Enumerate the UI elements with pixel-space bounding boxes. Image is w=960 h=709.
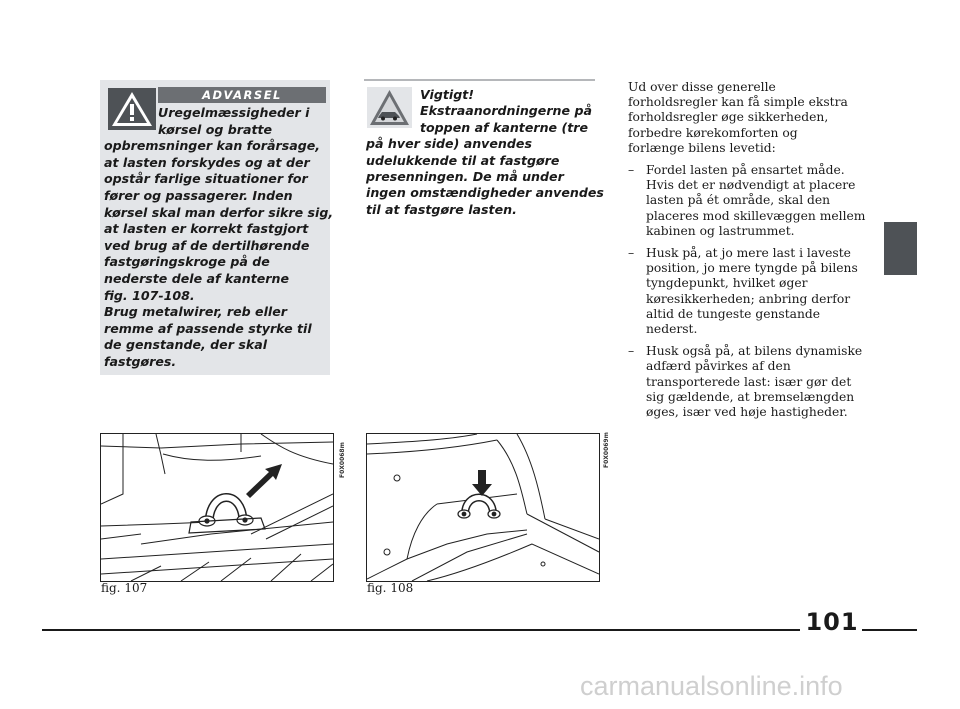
note-line: udelukkende til at fastgøre (366, 152, 560, 168)
list-item (628, 246, 868, 337)
body-line: sig gældende, at bremselængden (646, 389, 855, 404)
intro-paragraph (628, 80, 868, 156)
warning-line: fastgøringskroge på de (104, 254, 270, 270)
list-dash: – (628, 163, 635, 178)
note-text (366, 87, 604, 218)
note-divider (364, 79, 595, 81)
warning-line: fig. 107-108. (104, 287, 195, 303)
note-line: Vigtigt! (420, 87, 474, 102)
body-line: forholdsregler kan få simple ekstra (628, 95, 848, 110)
warning-badge: ADVARSEL (158, 87, 326, 103)
warning-line: kørsel og bratte (158, 121, 273, 137)
list-item (628, 344, 868, 420)
warning-line: opbremsninger kan forårsage, (104, 138, 321, 154)
figure-108 (366, 433, 600, 582)
arrow-icon (472, 470, 492, 496)
figure-107-illustration (101, 434, 333, 581)
figure-caption: fig. 107 (101, 581, 148, 595)
arrow-icon (246, 464, 282, 498)
note-line: Ekstraanordningerne på (420, 103, 592, 119)
body-line: forlænge bilens levetid: (628, 140, 776, 155)
note-line: presenningen. De må under (366, 169, 564, 185)
note-line: på hver side) anvendes (366, 136, 532, 152)
body-line: øges, især ved høje hastigheder. (646, 405, 848, 420)
figure-107 (100, 433, 334, 582)
body-line: tyngdepunkt, hvilket øger (646, 276, 808, 291)
body-line: transporterede last: især gør det (646, 374, 852, 389)
page-number: 101 (805, 608, 859, 636)
warning-line: remme af passende styrke til (104, 320, 312, 336)
body-line: forholdsregler øge sikkerheden, (628, 110, 829, 125)
body-line: placeres mod skillevæggen mellem (646, 208, 866, 223)
watermark: carmanualsonline.info (580, 671, 843, 701)
figure-108-illustration (367, 434, 599, 581)
figure-code: F0X0069m (603, 432, 610, 468)
warning-box (100, 80, 334, 375)
warning-line: ved brug af de dertilhørende (104, 237, 310, 253)
footer-line-left (42, 629, 800, 631)
warning-line: Uregelmæssigheder i (158, 105, 310, 120)
body-line: lasten på ét område, skal den (646, 193, 831, 208)
warning-line: at lasten er korrekt fastgjort (104, 221, 309, 237)
figure-caption: fig. 108 (367, 581, 414, 595)
warning-line: at lasten forskydes og at der (104, 154, 310, 170)
footer-line-right (862, 629, 917, 631)
body-line: Hvis det er nødvendigt at placere (646, 178, 856, 193)
list-item (628, 163, 868, 239)
body-line: køresikkerheden; anbring derfor (646, 291, 851, 306)
body-line: nederst. (646, 322, 698, 337)
figure-code: F0X0068m (339, 442, 346, 478)
body-line: Ud over disse generelle (628, 80, 776, 94)
warning-line: opstår farlige situationer for (104, 171, 308, 187)
body-line: position, jo mere tyngde på bilens (646, 261, 858, 276)
warning-text (100, 105, 334, 371)
body-line: forbedre kørekomforten og (628, 125, 798, 140)
warning-line: fastgøres. (104, 353, 177, 369)
note-line: toppen af kanterne (tre (420, 119, 588, 135)
chapter-tab (884, 222, 917, 275)
body-line: Fordel lasten på ensartet måde. (646, 163, 845, 178)
list-dash: – (628, 246, 635, 261)
warning-line: nederste dele af kanterne (104, 270, 289, 286)
note-line: ingen omstændigheder anvendes (366, 185, 604, 201)
list-dash: – (628, 344, 635, 359)
body-line: altid de tungeste genstande (646, 306, 821, 321)
warning-line: fører og passagerer. Inden (104, 187, 293, 203)
note-line: til at fastgøre lasten. (366, 201, 517, 217)
body-line: Husk på, at jo mere last i laveste (646, 246, 851, 261)
warning-line: de genstande, der skal (104, 337, 268, 353)
warning-line: Brug metalwirer, reb eller (104, 304, 287, 320)
body-line: Husk også på, at bilens dynamiske (646, 344, 863, 359)
warning-line: kørsel skal man derfor sikre sig, (104, 204, 334, 220)
body-line: adfærd påvirkes af den (646, 359, 791, 374)
body-line: kabinen og lastrummet. (646, 223, 795, 238)
body-text (628, 80, 868, 427)
